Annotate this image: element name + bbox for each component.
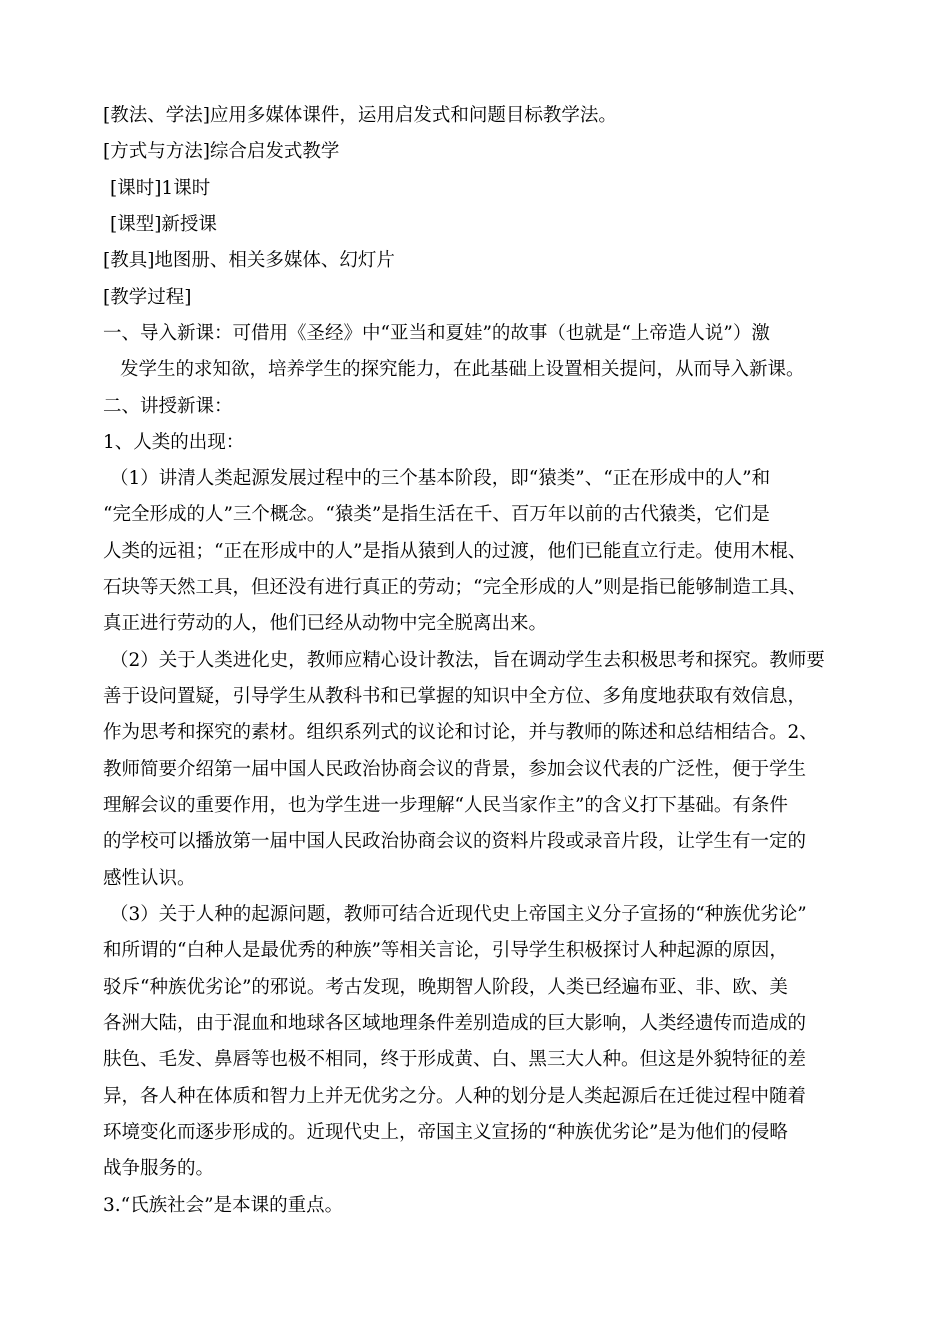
section-1-heading: 1、人类的出现： bbox=[103, 432, 245, 453]
para-3-line-4: 各洲大陆，由于混血和地球各区域地理条件差别造成的巨大影响，人类经遗传而造成的 bbox=[103, 1013, 807, 1034]
method-line: [教法、学法]应用多媒体课件，运用启发式和问题目标教学法。 bbox=[103, 105, 617, 126]
para-3-line-7: 环境变化而逐步形成的。近现代史上，帝国主义宣扬的“种族优劣论”是为他们的侵略 bbox=[103, 1122, 788, 1143]
approach-line: [方式与方法]综合启发式教学 bbox=[103, 141, 340, 162]
para-3-line-5: 肤色、毛发、鼻唇等也极不相同，终于形成黄、白、黑三大人种。但这是外貌特征的差 bbox=[103, 1049, 807, 1070]
intro-line-2: 发学生的求知欲，培养学生的探究能力，在此基础上设置相关提问，从而导入新课。 bbox=[120, 359, 805, 380]
para-1-line-3: 人类的远祖；“正在形成中的人”是指从猿到人的过渡，他们已能直立行走。使用木棍、 bbox=[103, 541, 807, 562]
para-3-line-8: 战争服务的。 bbox=[103, 1158, 215, 1179]
process-heading: [教学过程] bbox=[103, 287, 192, 308]
para-1-line-4: 石块等天然工具，但还没有进行真正的劳动；“完全形成的人”则是指已能够制造工具、 bbox=[103, 577, 807, 598]
para-2-line-6: 的学校可以播放第一届中国人民政治协商会议的资料片段或录音片段，让学生有一定的 bbox=[103, 831, 807, 852]
class-hours-line: [课时]1课时 bbox=[110, 178, 211, 199]
teaching-aids-line: [教具]地图册、相关多媒体、幻灯片 bbox=[103, 250, 395, 271]
para-2-line-7: 感性认识。 bbox=[103, 868, 196, 889]
para-3-line-6: 异，各人种在体质和智力上并无优劣之分。人种的划分是人类起源后在迁徙过程中随着 bbox=[103, 1086, 807, 1107]
para-2-line-3: 作为思考和探究的素材。组织系列式的议论和讨论，并与教师的陈述和总结相结合。2、 bbox=[103, 722, 818, 743]
para-2-line-2: 善于设问置疑，引导学生从教科书和已掌握的知识中全方位、多角度地获取有效信息， bbox=[103, 686, 807, 707]
para-2-line-4: 教师简要介绍第一届中国人民政治协商会议的背景，参加会议代表的广泛性，便于学生 bbox=[103, 759, 807, 780]
para-3-line-1: （3）关于人种的起源问题，教师可结合近现代史上帝国主义分子宣扬的“种族优劣论” bbox=[110, 904, 807, 925]
para-3-line-2: 和所谓的“白种人是最优秀的种族”等相关言论，引导学生积极探讨人种起源的原因， bbox=[103, 940, 788, 961]
para-1-line-5: 真正进行劳动的人，他们已经从动物中完全脱离出来。 bbox=[103, 613, 548, 634]
para-2-line-5: 理解会议的重要作用，也为学生进一步理解“人民当家作主”的含义打下基础。有条件 bbox=[103, 795, 788, 816]
para-3-line-3: 驳斥“种族优劣论”的邪说。考古发现，晚期智人阶段，人类已经遍布亚、非、欧、美 bbox=[103, 977, 788, 998]
lesson-type-line: [课型]新授课 bbox=[110, 214, 217, 235]
para-1-line-1: （1）讲清人类起源发展过程中的三个基本阶段，即“猿类”、“正在形成中的人”和 bbox=[110, 468, 771, 489]
para-2-line-1: （2）关于人类进化史，教师应精心设计教法，旨在调动学生去积极思考和探究。教师要 bbox=[110, 650, 825, 671]
teach-heading: 二、讲授新课： bbox=[103, 396, 233, 417]
section-3-line: 3.“氏族社会”是本课的重点。 bbox=[103, 1195, 344, 1216]
para-1-line-2: “完全形成的人”三个概念。“猿类”是指生活在千、百万年以前的古代猿类，它们是 bbox=[103, 504, 770, 525]
intro-line-1: 一、导入新课：可借用《圣经》中“亚当和夏娃”的故事（也就是“上帝造人说”）激 bbox=[103, 323, 770, 344]
